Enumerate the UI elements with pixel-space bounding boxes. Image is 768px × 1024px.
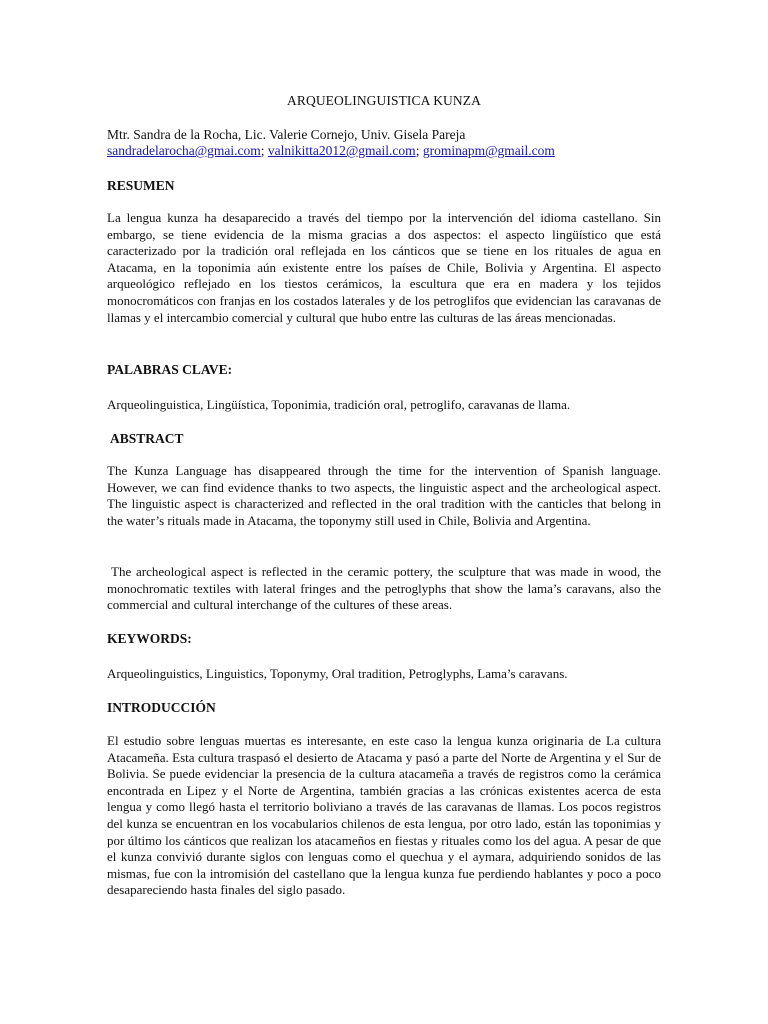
email-link-valerie[interactable]: valnikitta2012@gmail.com [267,143,416,158]
abstract-paragraph-1: The Kunza Language has disappeared through the time for the intervention of Spanish language. However, we can find evidence thanks to two aspects, the linguistic aspect and the archeological aspect. The linguistic aspect is characterized and reflected in the oral tradition with the canticles that belong in the water’s rituals made in Atacama, the toponymy still used in Chile, Bolivia and Argentina. [107,463,661,528]
author-list: Mtr. Sandra de la Rocha, Lic. Valerie Cornejo, Univ. Gisela Pareja [107,127,466,142]
palabras-clave-text: Arqueolinguistica, Lingüística, Toponimia, tradición oral, petroglifo, caravanas de llama. [107,397,571,412]
keywords-text: Arqueolinguistics, Linguistics, Toponymy, Oral tradition, Petroglyphs, Lama’s caravans. [107,666,568,681]
palabras-clave-heading: PALABRAS CLAVE: [107,362,233,377]
email-separator: ; [415,143,423,158]
email-link-gisela[interactable]: grominapm@gmail.com [422,143,555,158]
introduccion-paragraph: El estudio sobre lenguas muertas es interesante, en este caso la lengua kunza originaria de La cultura Atacameña. Esta cultura traspasó el desierto de Atacama y pasó a parte del Norte de Argentina y el Sur de Bolivia. Se puede evidenciar la presencia de la cultura atacameña a través de registros como la cerámica encontrada en Lipez y el Norte de Argentina, también gracias a las crónicas existentes acerca de esta lengua y como llegó hasta el territorio boliviano a través de las caravanas de llamas. Los pocos registros del kunza se encuentran en los vocabularios chilenos de esta lengua, por otro lado, están las toponimias y por último los cánticos que realizan los atacameños en fiestas y rituales como los del agua. A pesar de que el kunza convivió durante siglos con lenguas como el quechua y el aymara, adquiriendo sonidos de las mismas, fue con la intromisión del castellano que la lengua kunza fue perdiendo hablantes y poco a poco desapareciendo hasta finales del siglo pasado. [107,733,661,898]
introduccion-heading: INTRODUCCIÓN [107,700,216,715]
email-list [107,142,555,159]
email-link-sandra[interactable]: sandradelarocha@gmai.com [107,143,261,158]
abstract-heading: ABSTRACT [110,431,184,446]
resumen-heading: RESUMEN [107,178,175,193]
resumen-paragraph: La lengua kunza ha desaparecido a través del tiempo por la intervención del idioma castellano. Sin embargo, se tiene evidencia de la misma gracias a dos aspectos: el aspecto lingüístico que está caracterizado por la tradición oral reflejada en los cánticos que se tiene en los rituales de agua en Atacama, en la toponimia aún existente entre los países de Chile, Bolivia y Argentina. El aspecto arqueológico reflejado en los tiestos cerámicos, la escultura que era en madera y los tejidos monocromáticos con franjas en los costados laterales y de los petroglifos que evidencian las caravanas de llamas y el intercambio comercial y cultural que hubo entre las culturas de las áreas mencionadas. [107,210,661,325]
abstract-paragraph-2: The archeological aspect is reflected in the ceramic pottery, the sculpture that was made in wood, the monochromatic textiles with lateral fringes and the petroglyphs that show the lama’s caravans, also the commercial and cultural interchange of the cultures of these areas. [107,564,661,613]
email-separator: ; [260,143,268,158]
paper-title: ARQUEOLINGUISTICA KUNZA [287,93,481,108]
keywords-heading: KEYWORDS: [107,631,192,646]
